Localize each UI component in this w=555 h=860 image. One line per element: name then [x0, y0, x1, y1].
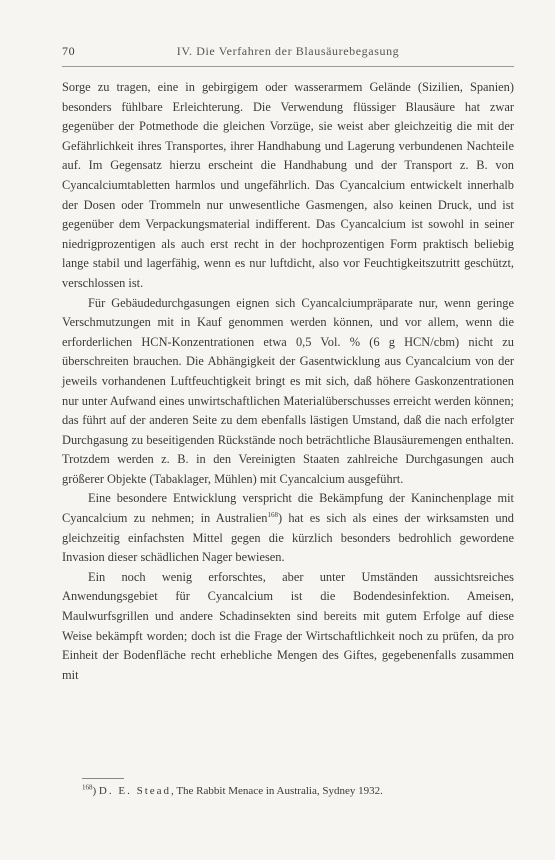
page-number: 70 — [62, 44, 76, 58]
paragraph-buildings: Für Gebäudedurchgasungen eignen sich Cyancalciumpräparate nur, wenn geringe Verschmutzungen mit in Kauf genommen werden können, und vor allem, wenn die erforderlichen HCN-Konzentrationen etwa 0,5 Vol. % (6 g HCN/cbm) nicht zu überschreiten brauchen. Die Abhängigkeit der Gasentwicklung aus Cyancalcium von der jeweils vorhandenen Luftfeuchtigkeit bringt es mit sich, daß höhere Gaskonzentrationen nur unter Aufwand eines unwirtschaftlichen Materialüberschusses erreicht werden können; das führt auf der anderen Seite zu dem ebenfalls lästigen Umstand, daß die nach erfolgter Durchgasung zu beseitigenden Rückstände noch beträchtliche Blausäuremengen enthalten. Trotzdem werden z. B. in den Vereinigten Staaten zahlreiche Durchgasungen auch größerer Objekte (Tabaklager, Mühlen) mit Cyancalcium ausgeführt. — [62, 295, 514, 486]
footnote — [82, 783, 514, 799]
footnote-author: D. E. Stead — [98, 785, 172, 797]
paragraph-soil: Ein noch wenig erforschtes, aber unter Umständen aussichtsreiches Anwendungsgebiet für Cyancalcium ist die Bodendesinfektion. Ameisen, Maulwurfsgrillen und andere Schadinsekten sind bereits mit gutem Erfolge auf diese Weise bekämpft worden; doch ist die Frage der Wirtschaftlichkeit noch zu prüfen, da pro Einheit der Bodenfläche recht erhebliche Mengen des Giftes, gegebenenfalls zusammen mit — [62, 569, 514, 682]
paragraph-rabbits-text-b: ) hat es sich als eines der wirksamsten und gleichzeitig einfachsten Mittel gegen die kürzlich besonders bedrohlich gewordene Invasion dieser schädlichen Nager bewiesen. — [62, 511, 514, 565]
footnote-paren: ) — [92, 785, 97, 797]
footnote-number: 168 — [82, 783, 93, 792]
paragraph-rabbits — [62, 489, 514, 567]
paragraph-continuation: Sorge zu tragen, eine in gebirgigem oder wasserarmem Gelände (Sizilien, Spanien) besonders fühlbare Erleichterung. Die Verwendung flüssiger Blausäure hat zwar gegenüber der Potmethode die gleichen Vorzüge, sie weist aber gleichzeitig die mit der Gefährlichkeit ihres Transportes, ihrer Handhabung und Lagerung verbundenen Nachteile auf. Im Gegensatz hierzu erscheint die Handhabung und der Transport z. B. von Cyancalciumtabletten harmlos und ungefährlich. Das Cyancalcium entwickelt innerhalb der Dosen oder Trommeln nur unwesentliche Gasmengen, also keinen Druck, und ist gegenüber dem Verpackungsmaterial indifferent. Das Cyancalcium ist sowohl in seiner niedrigprozentigen als auch erst recht in der hochprozentigen Form praktisch beliebig lange stabil und lagerfähig, wenn es nur luftdicht, also vor Feuchtigkeitszutritt geschützt, verschlossen ist. — [62, 80, 514, 290]
running-title: IV. Die Verfahren der Blausäurebegasung — [176, 44, 400, 58]
paragraph-rabbits-text-a: Eine besondere Entwicklung verspricht die Bekämpfung der Kaninchenplage mit Cyancalcium zu nehmen; in Australien — [62, 491, 514, 526]
footnote-rule — [82, 778, 124, 779]
header-rule — [62, 66, 514, 67]
footnote-text: , The Rabbit Menace in Australia, Sydney 1932. — [171, 785, 383, 797]
body-text — [62, 78, 514, 685]
footnote-ref-168[interactable]: 168 — [267, 510, 278, 519]
